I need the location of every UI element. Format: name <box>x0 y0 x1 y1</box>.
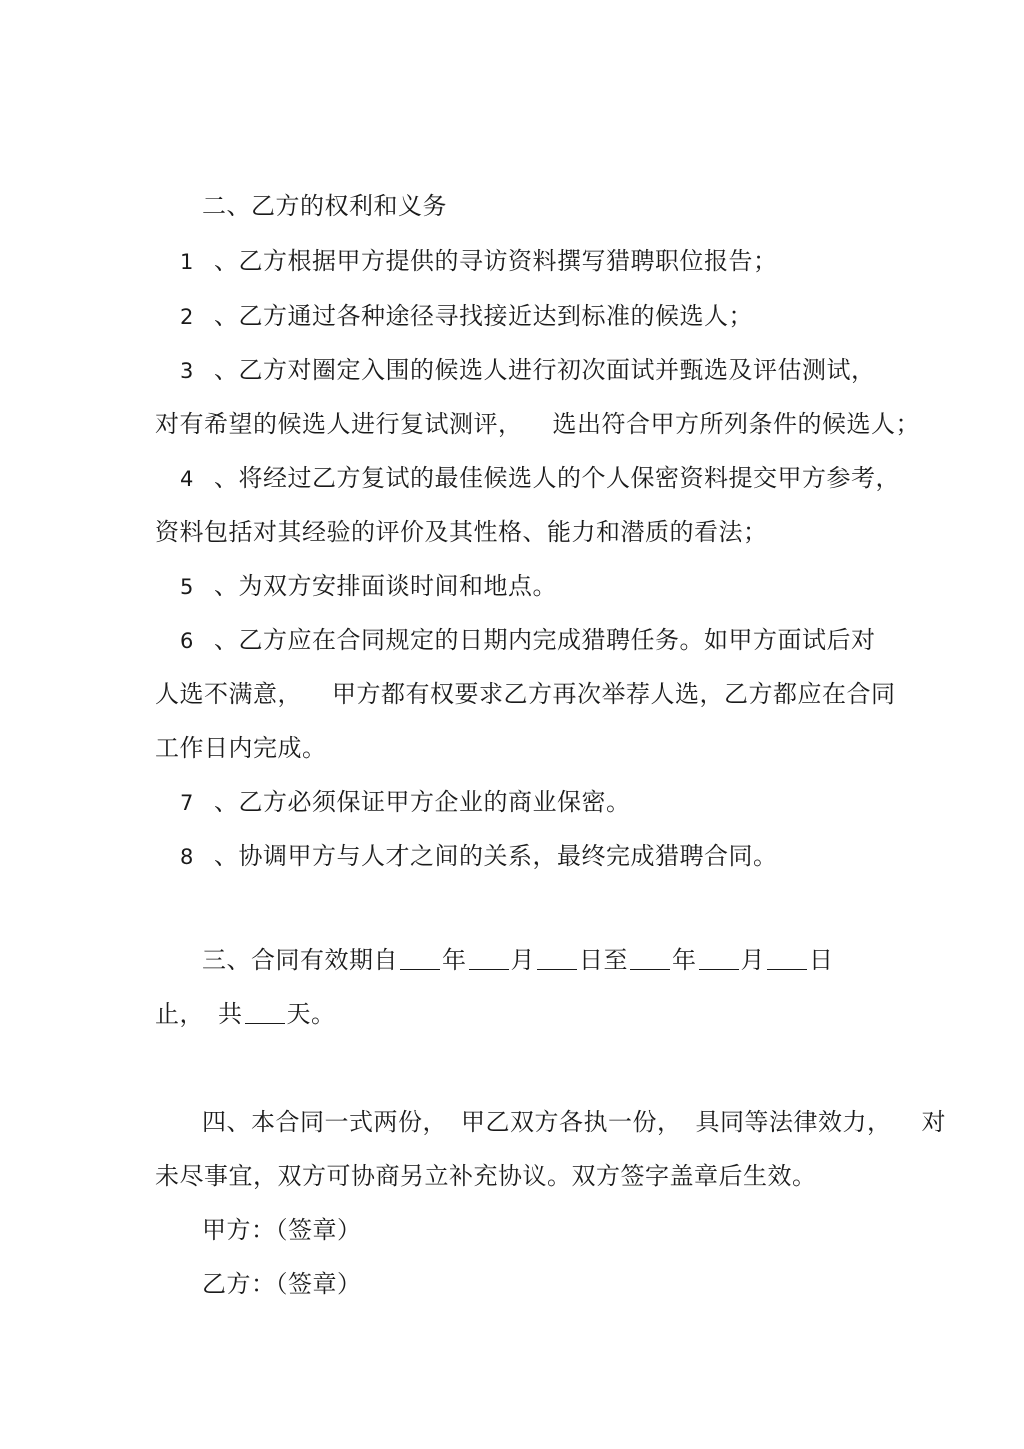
section-3-term <box>202 944 834 976</box>
blank-line <box>537 947 577 970</box>
clause-number: 1 <box>180 250 194 274</box>
clause-text: 选出符合甲方所列条件的候选人； <box>552 410 920 438</box>
term-text: 共 <box>218 1000 243 1028</box>
clause-text: 、协调甲方与人才之间的关系，最终完成猎聘合同。 <box>214 842 778 870</box>
clause-text: 、为双方安排面谈时间和地点。 <box>214 572 557 600</box>
signature-party-a: 甲方：（签章） <box>202 1216 362 1244</box>
term-text: 止， <box>155 1000 204 1028</box>
clause-item-3-continuation <box>155 408 920 440</box>
clause-text: 、乙方应在合同规定的日期内完成猎聘任务。如甲方面试后对 <box>214 626 876 654</box>
signature-party-b: 乙方：（签章） <box>202 1270 362 1298</box>
blank-line <box>630 947 670 970</box>
section-4-continuation: 未尽事宜，双方可协商另立补充协议。双方签字盖章后生效。 <box>155 1162 817 1190</box>
term-year: 年 <box>672 946 697 974</box>
term-text: 天。 <box>286 1000 336 1028</box>
clause-text: 、乙方通过各种途径寻找接近达到标准的候选人； <box>214 302 753 330</box>
term-year: 年 <box>442 946 467 974</box>
clause-item-7 <box>180 786 631 819</box>
blank-line <box>245 1001 285 1024</box>
clause-text: 四、本合同一式两份， <box>202 1108 447 1136</box>
clause-text: 、乙方必须保证甲方企业的商业保密。 <box>214 788 631 816</box>
clause-number: 4 <box>180 467 194 491</box>
clause-item-1 <box>180 245 778 278</box>
clause-item-3 <box>180 354 876 387</box>
blank-line <box>469 947 509 970</box>
clause-item-6 <box>180 624 876 657</box>
clause-item-5 <box>180 570 557 603</box>
term-month: 月 <box>510 946 535 974</box>
clause-item-4 <box>180 462 900 495</box>
term-day-end: 日 <box>809 946 834 974</box>
clause-item-6-continuation: 工作日内完成。 <box>155 734 327 762</box>
clause-text: 具同等法律效力， <box>695 1108 892 1136</box>
blank-line <box>699 947 739 970</box>
blank-line <box>400 947 440 970</box>
clause-item-6-continuation <box>155 678 896 710</box>
clause-number: 8 <box>180 845 194 869</box>
blank-line <box>767 947 807 970</box>
clause-number: 3 <box>180 359 194 383</box>
clause-number: 5 <box>180 575 194 599</box>
clause-text: 对有希望的候选人进行复试测评， <box>155 410 523 438</box>
clause-item-2 <box>180 300 753 333</box>
term-prefix: 三、合同有效期自 <box>202 946 398 974</box>
clause-item-8 <box>180 840 778 873</box>
clause-text: 甲乙双方各执一份， <box>461 1108 682 1136</box>
clause-number: 7 <box>180 791 194 815</box>
clause-text: 、乙方对圈定入围的候选人进行初次面试并甄选及评估测试， <box>214 356 876 384</box>
term-day-to: 日至 <box>579 946 628 974</box>
section-3-term-continuation <box>155 998 336 1030</box>
section-2-heading: 二、乙方的权利和义务 <box>202 192 447 220</box>
section-4-copies <box>202 1106 946 1138</box>
clause-text: 、将经过乙方复试的最佳候选人的个人保密资料提交甲方参考， <box>214 464 900 492</box>
clause-text: 人选不满意， <box>155 680 302 708</box>
clause-text: 、乙方根据甲方提供的寻访资料撰写猎聘职位报告； <box>214 247 778 275</box>
clause-item-4-continuation: 资料包括对其经验的评价及其性格、能力和潜质的看法； <box>155 518 768 546</box>
term-month: 月 <box>740 946 765 974</box>
clause-text: 甲方都有权要求乙方再次举荐人选，乙方都应在合同 <box>332 680 896 708</box>
clause-text: 对 <box>921 1108 946 1136</box>
clause-number: 2 <box>180 305 194 329</box>
clause-number: 6 <box>180 629 194 653</box>
